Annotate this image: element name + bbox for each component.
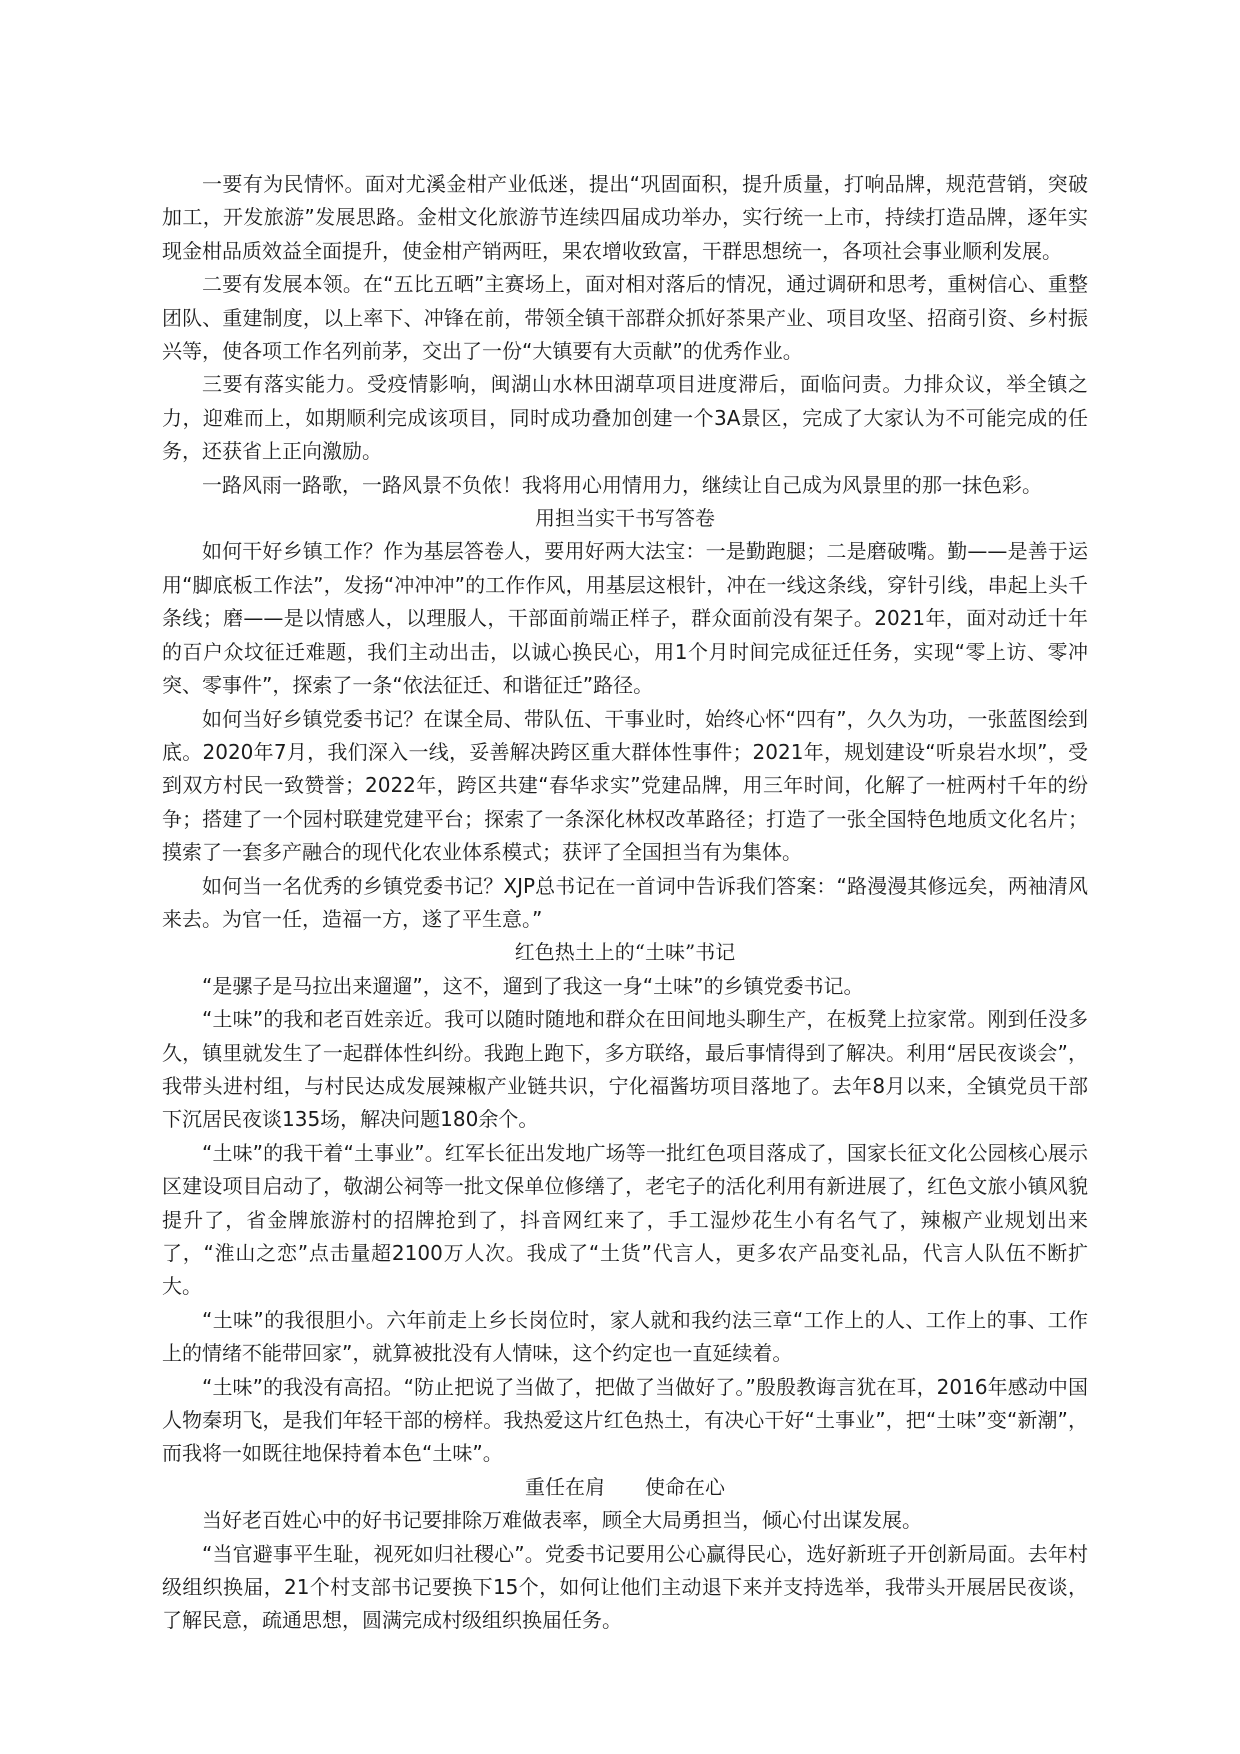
section-heading-2: 红色热土上的“土味”书记	[514, 940, 736, 965]
paragraph-s3-1: 当好老百姓心中的好书记要排除万难做表率，顾全大局勇担当，倾心付出谋发展。	[202, 1508, 922, 1533]
paragraph-s2-3: “土味”的我干着“土事业”。红军长征出发地广场等一批红色项目落成了，国家长征文化公园核心展示区建设项目启动了，敬湖公祠等一批文保单位修缮了，老宅子的活化利用有新进展了，红色文旅小镇风貌提升了，省金牌旅游村的招牌抢到了，抖音网红来了，手工湿炒花生小有名气了，辣椒产业规划出来了，“淮山之恋”点击量超2100万人次。我成了“土货”代言人，更多农产品变礼品，代言人队伍不断扩大。	[162, 1140, 1088, 1299]
paragraph-lead-2: 二要有发展本领。在“五比五晒”主赛场上，面对相对落后的情况，通过调研和思考，重树信心、重整团队、重建制度，以上率下、冲锋在前，带领全镇干部群众抓好茶果产业、项目攻坚、招商引资、乡村振兴等，使各项工作名列前茅，交出了一份“大镇要有大贡献”的优秀作业。	[162, 272, 1088, 364]
section-heading-3: 重任在肩 使命在心	[525, 1474, 725, 1499]
paragraph-s2-2: “土味”的我和老百姓亲近。我可以随时随地和群众在田间地头聊生产，在板凳上拉家常。刚到任没多久，镇里就发生了一起群体性纠纷。我跑上跑下，多方联络，最后事情得到了解决。利用“居民夜谈会”，我带头进村组，与村民达成发展辣椒产业链共识，宁化福酱坊项目落地了。去年8月以来，全镇党员干部下沉居民夜谈135场，解决问题180余个。	[162, 1007, 1088, 1132]
paragraph-s1-3: 如何当一名优秀的乡镇党委书记？XJP总书记在一首词中告诉我们答案：“路漫漫其修远矣，两袖清风来去。为官一任，造福一方，遂了平生意。”	[162, 873, 1088, 931]
section-heading-1: 用担当实干书写答卷	[535, 506, 715, 531]
paragraph-s2-4: “土味”的我很胆小。六年前走上乡长岗位时，家人就和我约法三章“工作上的人、工作上的事、工作上的情绪不能带回家”，就算被批没有人情味，这个约定也一直延续着。	[162, 1307, 1088, 1366]
paragraph-lead-4: 一路风雨一路歌，一路风景不负侬！我将用心用情用力，继续让自己成为风景里的那一抹色彩。	[202, 472, 1042, 497]
paragraph-s1-1: 如何干好乡镇工作？作为基层答卷人，要用好两大法宝：一是勤跑腿；二是磨破嘴。勤——是善于运用“脚底板工作法”，发扬“冲冲冲”的工作作风，用基层这根针，冲在一线这条线，穿针引线，串起上头千条线；磨——是以情感人，以理服人，干部面前端正样子，群众面前没有架子。2021年，面对动迁十年的百户众坟征迁难题，我们主动出击，以诚心换民心，用1个月时间完成征迁任务，实现“零上访、零冲突、零事件”，探索了一条“依法征迁、和谐征迁”路径。	[162, 539, 1088, 698]
paragraph-lead-3: 三要有落实能力。受疫情影响，闽湖山水林田湖草项目进度滞后，面临问责。力排众议，举全镇之力，迎难而上，如期顺利完成该项目，同时成功叠加创建一个3A景区，完成了大家认为不可能完成的任务，还获省上正向激励。	[162, 372, 1088, 464]
paragraph-s2-1: “是骡子是马拉出来遛遛”，这不，遛到了我这一身“土味”的乡镇党委书记。	[202, 973, 864, 998]
paragraph-s3-2: “当官避事平生耻，视死如归社稷心”。党委书记要用公心赢得民心，选好新班子开创新局面。去年村级组织换届，21个村支部书记要换下15个，如何让他们主动退下来并支持选举，我带头开展居民夜谈，了解民意，疏通思想，圆满完成村级组织换届任务。	[162, 1541, 1088, 1633]
paragraph-s1-2: 如何当好乡镇党委书记？在谋全局、带队伍、干事业时，始终心怀“四有”，久久为功，一张蓝图绘到底。2020年7月，我们深入一线，妥善解决跨区重大群体性事件；2021年，规划建设“听泉岩水坝”，受到双方村民一致赞誉；2022年，跨区共建“春华求实”党建品牌，用三年时间，化解了一桩两村千年的纷争；搭建了一个园村联建党建平台；探索了一条深化林权改革路径；打造了一张全国特色地质文化名片；摸索了一套多产融合的现代化农业体系模式；获评了全国担当有为集体。	[162, 706, 1088, 865]
paragraph-lead-1: 一要有为民情怀。面对尤溪金柑产业低迷，提出“巩固面积，提升质量，打响品牌，规范营销，突破加工，开发旅游”发展思路。金柑文化旅游节连续四届成功举办，实行统一上市，持续打造品牌，逐年实现金柑品质效益全面提升，使金柑产销两旺，果农增收致富，干群思想统一，各项社会事业顺利发展。	[162, 172, 1088, 263]
paragraph-s2-5: “土味”的我没有高招。“防止把说了当做了，把做了当做好了。”殷殷教诲言犹在耳，2016年感动中国人物秦玥飞，是我们年轻干部的榜样。我热爱这片红色热土，有决心干好“土事业”，把“土味”变“新潮”，而我将一如既往地保持着本色“土味”。	[162, 1374, 1088, 1466]
document-body	[162, 168, 1088, 1638]
